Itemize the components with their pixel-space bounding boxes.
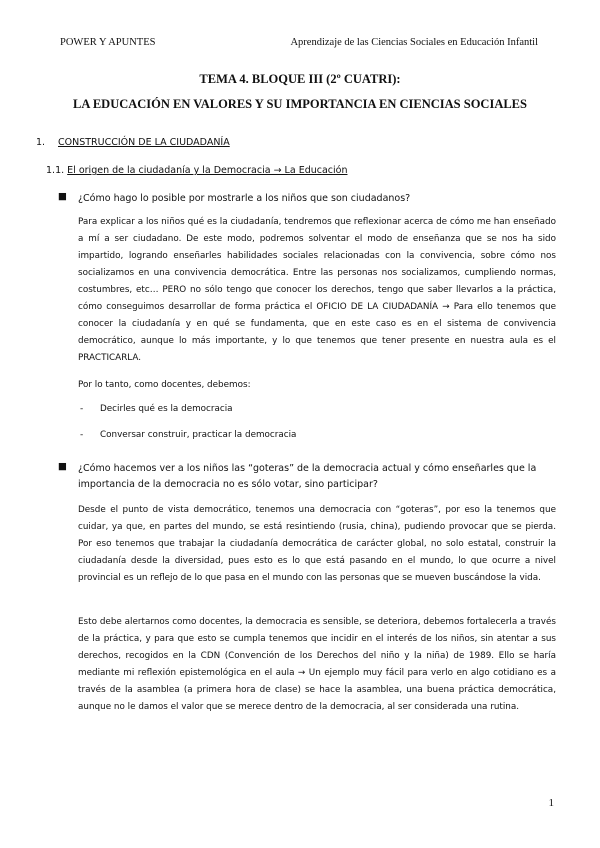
section-number: 1. <box>36 137 46 148</box>
page-title: TEMA 4. BLOQUE III (2º CUATRI): <box>199 72 401 86</box>
subsection-number: 1.1. <box>46 165 65 176</box>
subsection-heading-1-1 <box>46 165 347 176</box>
header-left: POWER Y APUNTES <box>60 37 156 48</box>
section-heading-1 <box>36 137 230 148</box>
list-item: Decirles qué es la democracia <box>100 404 233 414</box>
page-number: 1 <box>548 797 554 809</box>
dash-icon: - <box>80 430 84 440</box>
header-right: Aprendizaje de las Ciencias Sociales en Educación Infantil <box>290 37 538 48</box>
section-label: CONSTRUCCIÓN DE LA CIUDADANÍA <box>58 137 230 148</box>
page-subtitle: LA EDUCACIÓN EN VALORES Y SU IMPORTANCIA EN CIENCIAS SOCIALES <box>73 97 527 111</box>
bullet-icon: ■ <box>58 461 67 472</box>
paragraph: Desde el punto de vista democrático, tenemos una democracia con “goteras”, por eso la tenemos que cuidar, ya que, en partes del mundo, se está resintiendo (rusia, china), pudiendo provocar que se pierda. Por eso tenemos que trabajar la ciudadanía democrática de carácter global, no solo estatal, construir la ciudadanía desde la diversidad, pues esto es lo que está pasando en el mundo, lo que ocurre a nivel provincial es un reflejo de lo que pasa en el mundo con las personas que se mueven buscándose la vida. <box>78 505 556 583</box>
bullet-question: ¿Cómo hacemos ver a los niños las “goteras” de la democracia actual y cómo enseñarles que la importancia de la democracia no es sólo votar, sino participar? <box>78 463 537 490</box>
paragraph: Esto debe alertarnos como docentes, la democracia es sensible, se deteriora, debemos fortalecerla a través de la práctica, y para que esto se cumpla tenemos que incidir en el interés de los niños, sin atentar a sus derechos, recogidos en la CDN (Convención de los Derechos del niño y la niña) de 1989. Ello se haría mediante mi reflexión epistemológica en el aula → Un ejemplo muy fácil para verlo en algo cotidiano es a través de la asamblea (a primera hora de clase) se hace la asamblea, una buena práctica democrática, aunque no le damos el valor que se merece dentro de la democracia, al ser considerada una rutina. <box>78 617 556 712</box>
list-item: Conversar construir, practicar la democracia <box>100 430 297 440</box>
bullet-question: ¿Cómo hago lo posible por mostrarle a los niños que son ciudadanos? <box>78 193 411 204</box>
subsection-label: El origen de la ciudadanía y la Democracia → La Educación <box>67 165 348 176</box>
bullet-icon: ■ <box>58 191 67 202</box>
dash-icon: - <box>80 404 84 414</box>
paragraph: Por lo tanto, como docentes, debemos: <box>78 380 251 390</box>
paragraph: Para explicar a los niños qué es la ciudadanía, tendremos que reflexionar acerca de cómo me han enseñado a mí a ser ciudadano. De este modo, podremos solventar el modo de enseñanza que se nos ha sido impartido, logrando enseñarles habilidades sociales relacionadas con la convivencia, sobre cómo nos socializamos en una convivencia democrática. Entre las personas nos socializamos, cumpliendo normas, costumbres, etc… PERO no sólo tengo que conocer los derechos, tengo que saber llevarlos a la práctica, cómo conseguimos desarrollar de forma práctica el OFICIO DE LA CIUDADANÍA → Para ello tenemos que conocer la ciudadanía y en qué se fundamenta, que en este caso es en el sistema de convivencia democrático, aunque lo más importante, y lo que tenemos que tener presente en nuestra aula es el PRACTICARLA. <box>78 217 556 363</box>
